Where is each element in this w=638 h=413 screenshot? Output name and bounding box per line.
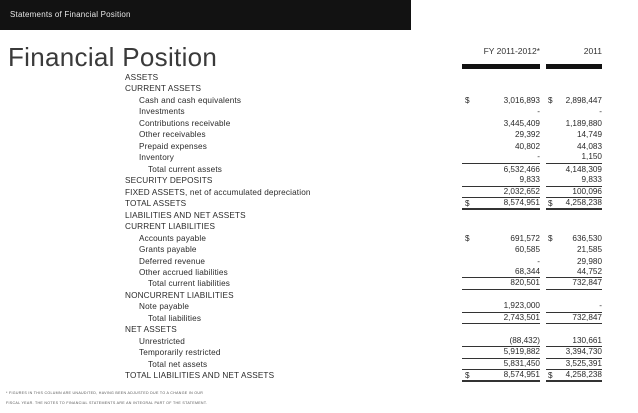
value-fy2012: 60,585 xyxy=(514,245,540,255)
dollar-sign: $ xyxy=(465,199,470,209)
row-label: NONCURRENT LIABILITIES xyxy=(125,290,234,300)
row-label: Total liabilities xyxy=(148,313,202,323)
value-fy2012: - xyxy=(537,256,540,266)
row-label: Inventory xyxy=(139,153,175,163)
row-label: Total net assets xyxy=(148,359,208,369)
value-2011: 4,148,309 xyxy=(565,164,602,174)
row-label: Total current liabilities xyxy=(148,279,231,289)
financial-table xyxy=(0,72,638,382)
value-2011: 14,749 xyxy=(576,130,602,140)
value-2011: 44,083 xyxy=(576,141,602,151)
table-row xyxy=(0,175,638,186)
value-2011: 1,150 xyxy=(546,152,602,164)
row-label: Contributions receivable xyxy=(139,118,231,128)
page-title: Financial Position xyxy=(8,42,218,72)
row-label: Prepaid expenses xyxy=(139,141,207,151)
header-bar xyxy=(0,0,411,30)
table-row xyxy=(0,290,638,301)
row-label: SECURITY DEPOSITS xyxy=(125,176,213,186)
table-row xyxy=(0,244,638,255)
value-fy2012: 6,532,466 xyxy=(503,164,540,174)
value-fy2012: 29,392 xyxy=(514,130,540,140)
dollar-sign: $ xyxy=(465,233,470,243)
column-header-rule xyxy=(462,64,540,69)
value-2011: 29,980 xyxy=(576,256,602,266)
row-label: Note payable xyxy=(139,302,190,312)
value-2011: - xyxy=(546,301,602,313)
dollar-sign: $ xyxy=(465,95,470,105)
row-label: Total current assets xyxy=(148,164,222,174)
table-row xyxy=(0,118,638,129)
value-2011: 636,530 xyxy=(572,233,602,243)
value-2011: 4,258,238 xyxy=(546,198,602,210)
table-row xyxy=(0,72,638,83)
table-row xyxy=(0,95,638,106)
value-fy2012: 9,833 xyxy=(462,175,540,187)
value-fy2012: 820,501 xyxy=(462,278,540,290)
table-row xyxy=(0,141,638,152)
value-fy2012: (88,432) xyxy=(462,336,540,348)
footnote-line: * FIGURES IN THIS COLUMN ARE UNAUDITED, HAVING BEEN ADJUSTED DUE TO A CHANGE IN OUR xyxy=(6,391,204,395)
table-row xyxy=(0,198,638,209)
table-row xyxy=(0,370,638,381)
table-row xyxy=(0,336,638,347)
table-row xyxy=(0,106,638,117)
row-label: CURRENT LIABILITIES xyxy=(125,222,216,232)
value-2011: 2,898,447 xyxy=(565,95,602,105)
value-fy2012: 40,802 xyxy=(514,141,540,151)
row-label: Deferred revenue xyxy=(139,256,206,266)
value-fy2012: 3,016,893 xyxy=(503,95,540,105)
row-label: FIXED ASSETS, net of accumulated depreciation xyxy=(125,187,311,197)
value-fy2012: 5,831,450 xyxy=(462,359,540,371)
table-row xyxy=(0,221,638,232)
row-label: TOTAL LIABILITIES AND NET ASSETS xyxy=(125,371,275,381)
value-fy2012: 3,445,409 xyxy=(503,118,540,128)
row-label: Grants payable xyxy=(139,245,197,255)
value-2011: 1,189,880 xyxy=(565,118,602,128)
row-label: Other accrued liabilities xyxy=(139,267,228,277)
table-row xyxy=(0,129,638,140)
table-row xyxy=(0,164,638,175)
table-row xyxy=(0,313,638,324)
table-row xyxy=(0,152,638,163)
value-2011: 3,394,730 xyxy=(546,347,602,359)
value-2011: 3,525,391 xyxy=(546,359,602,371)
value-2011: - xyxy=(599,107,602,117)
table-row xyxy=(0,301,638,312)
row-label: Investments xyxy=(139,107,185,117)
row-label: NET ASSETS xyxy=(125,325,177,335)
row-label: Unrestricted xyxy=(139,336,185,346)
value-2011: 44,752 xyxy=(546,267,602,279)
table-row xyxy=(0,324,638,335)
value-fy2012: 5,919,882 xyxy=(462,347,540,359)
value-2011: 100,096 xyxy=(546,187,602,199)
header-bar-text: Statements of Financial Position xyxy=(10,10,131,19)
row-label: Accounts payable xyxy=(139,233,207,243)
value-fy2012: 1,923,000 xyxy=(462,301,540,313)
value-fy2012: 691,572 xyxy=(510,233,540,243)
value-fy2012: - xyxy=(462,152,540,164)
row-label: Cash and cash equivalents xyxy=(139,95,242,105)
row-label: ASSETS xyxy=(125,73,159,82)
table-row xyxy=(0,233,638,244)
table-row xyxy=(0,256,638,267)
row-label: CURRENT ASSETS xyxy=(125,84,202,94)
table-row xyxy=(0,83,638,94)
value-fy2012: - xyxy=(537,107,540,117)
value-2011: 4,258,238 xyxy=(546,370,602,382)
column-header-fy2012: FY 2011-2012* xyxy=(483,46,540,56)
table-row xyxy=(0,359,638,370)
row-label: TOTAL ASSETS xyxy=(125,199,187,209)
dollar-sign: $ xyxy=(548,371,553,381)
table-row xyxy=(0,278,638,289)
table-row xyxy=(0,187,638,198)
value-fy2012: 68,344 xyxy=(462,267,540,279)
row-label: LIABILITIES AND NET ASSETS xyxy=(125,210,246,220)
value-fy2012: 2,032,652 xyxy=(462,187,540,199)
column-header-rule xyxy=(546,64,602,69)
row-label: Other receivables xyxy=(139,130,206,140)
dollar-sign: $ xyxy=(548,95,553,105)
value-2011: 21,585 xyxy=(576,245,602,255)
footnote-line: FISCAL YEAR. THE NOTES TO FINANCIAL STATEMENTS ARE AN INTEGRAL PART OF THE STATEMENT. xyxy=(6,401,208,405)
value-2011: 732,847 xyxy=(546,278,602,290)
value-2011: 732,847 xyxy=(546,313,602,325)
table-row xyxy=(0,210,638,221)
value-fy2012: 8,574,951 xyxy=(462,198,540,210)
dollar-sign: $ xyxy=(548,233,553,243)
column-header-2011: 2011 xyxy=(583,46,602,56)
table-row xyxy=(0,347,638,358)
dollar-sign: $ xyxy=(465,371,470,381)
value-2011: 9,833 xyxy=(546,175,602,187)
table-row xyxy=(0,267,638,278)
row-label: Temporarily restricted xyxy=(139,348,221,358)
value-fy2012: 8,574,951 xyxy=(462,370,540,382)
value-2011: 130,661 xyxy=(546,336,602,348)
value-fy2012: 2,743,501 xyxy=(462,313,540,325)
dollar-sign: $ xyxy=(548,199,553,209)
